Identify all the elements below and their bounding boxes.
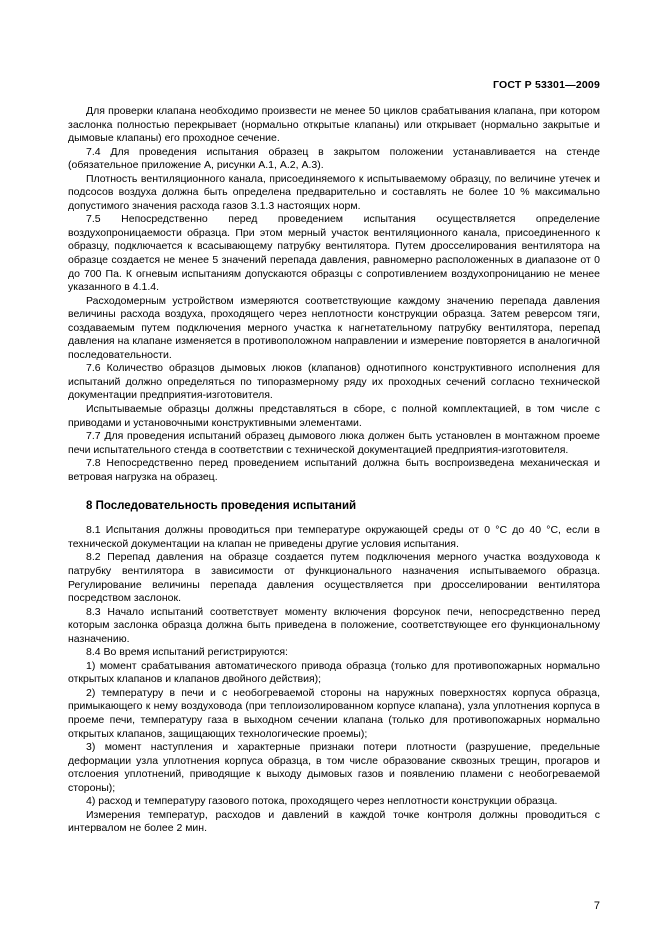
paragraph: Расходомерным устройством измеряются соответствующие каждому значению перепада давления величины расхода воздуха, проходящего через неплотности конструкции образца. Затем реверсом тяги, создаваемым путем подключения мерного участка к нагнетательному патрубку вентилятора, перепад давления на клапане изменяется в противоположном направлении и измерение повторяется в аналогичной последовательности. [68, 294, 600, 361]
paragraph: Измерения температур, расходов и давлений в каждой точке контроля должны проводиться с интервалом не более 2 мин. [68, 808, 600, 835]
paragraph: 8.4 Во время испытаний регистрируются: [86, 646, 288, 659]
page-number: 7 [593, 900, 600, 912]
section-heading: 8 Последовательность проведения испытаний [86, 500, 357, 513]
paragraph: Для проверки клапана необходимо произвести не менее 50 циклов срабатывания клапана, при котором заслонка полностью перекрывает (нормально открытые клапаны) или открывает (нормально закрытые и дымовые клапаны) его проходное сечение. [68, 105, 600, 145]
paragraph: Испытываемые образцы должны представляться в сборе, с полной комплектацией, в том числе с приводами и установочными конструктивными элементами. [68, 403, 600, 429]
paragraph: 8.2 Перепад давления на образце создается путем подключения мерного участка воздуховода к патрубку вентилятора в зависимости от функционального назначения испытываемого образца. Регулирование величины перепада давления осуществляется при дросселировании вентилятора посредством заслонок. [68, 551, 600, 605]
list-item-paragraph: 1) момент срабатывания автоматического привода образца (только для противопожарных нормально открытых клапанов и клапанов двойного действия); [68, 659, 600, 686]
page-header [68, 79, 600, 91]
document-content [68, 105, 600, 836]
list-item-paragraph: 4) расход и температуру газового потока, проходящего через неплотности конструкции образца. [86, 795, 558, 808]
paragraph: 8.1 Испытания должны проводиться при температуре окружающей среды от 0 °С до 40 °С, если в технической документации на клапан не приведены другие условия испытания. [68, 524, 600, 550]
page-footer [68, 900, 600, 912]
paragraph: 8.3 Начало испытаний соответствует моменту включения форсунок печи, непосредственно перед которым заслонка образца должна быть приведена в положение, соответствующее его функциональному назначению. [68, 605, 600, 645]
paragraph: 7.4 Для проведения испытания образец в закрытом положении устанавливается на стенде (обязательное приложение А, рисунки А.1, А.2, А.3). [68, 145, 600, 172]
list-item-paragraph: 2) температуру в печи и с необогреваемой стороны на наружных поверхностях корпуса образца, примыкающего к нему воздуховода (при теплоизолированном корпусе клапана), узла уплотнения корпуса в проеме печи, температуру газа в выходном сечении клапана (только для противопожарных нормально открытых клапанов, защищающих технологические проемы); [68, 686, 600, 740]
doc-number: ГОСТ Р 53301—2009 [492, 79, 600, 91]
paragraph: 7.5 Непосредственно перед проведением испытания осуществляется определение воздухопроницаемости образца. При этом мерный участок вентиляционного канала, присоединенного к образцу, подключается к всасывающему патрубку вентилятора. Путем дросселирования вентилятора на образце создается не менее 5 значений перепада давления, равномерно расположенных в диапазоне от 0 до 700 Па. К огневым испытаниям допускаются образцы с сопротивлением воздухопроницанию не менее указанного в 4.1.4. [68, 213, 600, 294]
paragraph: Плотность вентиляционного канала, присоединяемого к испытываемому образцу, по величине утечек и подсосов воздуха должна быть определена предварительно и составлять не более 10 % максимально допустимого значения расхода газов 3.1.3 настоящих норм. [68, 172, 600, 212]
list-item-paragraph: 3) момент наступления и характерные признаки потери плотности (разрушение, предельные деформации узла уплотнения корпуса образца, в том числе образование сквозных трещин, прогаров и отслоения уплотнений, приводящие к выходу дымовых газов и появлению пламени с необогреваемой стороны); [68, 741, 600, 794]
paragraph: 7.8 Непосредственно перед проведением испытаний должна быть воспроизведена механическая и ветровая нагрузка на образец. [68, 457, 600, 483]
paragraph: 7.6 Количество образцов дымовых люков (клапанов) однотипного конструктивного исполнения для испытаний должно определяться по типоразмерному ряду их проходных сечений согласно технической документации предприятия-изготовителя. [68, 362, 600, 402]
paragraph: 7.7 Для проведения испытаний образец дымового люка должен быть установлен в монтажном проеме печи испытательного стенда в соответствии с технической документацией предприятия-изготовителя. [68, 430, 600, 456]
